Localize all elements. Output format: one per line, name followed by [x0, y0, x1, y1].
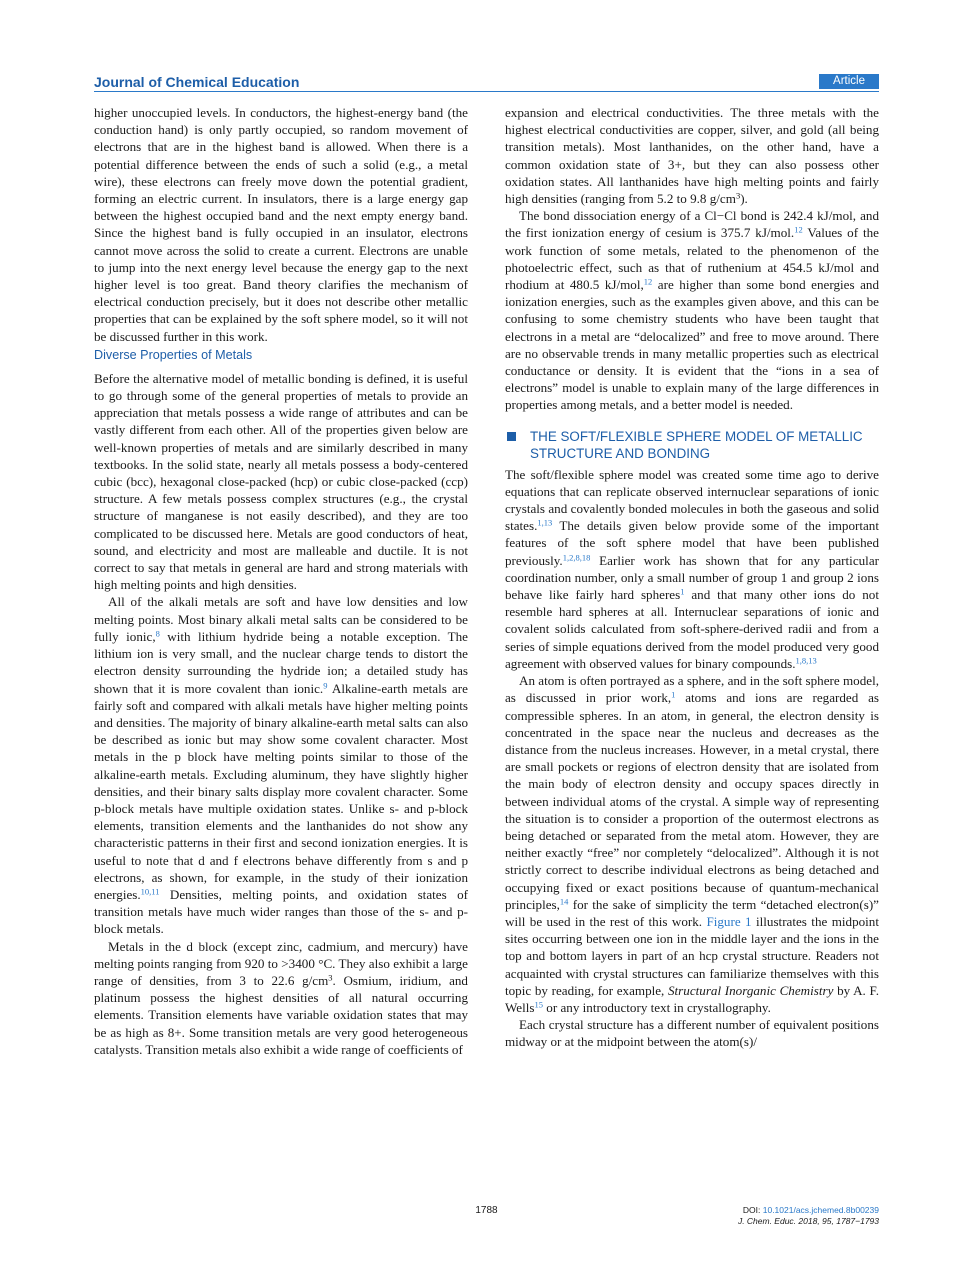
superscript: 3 — [735, 190, 741, 201]
citation-ref[interactable]: 8 — [155, 628, 160, 639]
paragraph: The soft/flexible sphere model was created some time ago to derive equations that can replicate observed internuclear separations of ionic crystals and covalently bonded molecules in both the gaseous and solid states.$^{1,13}$ The details given below provide some of the important features of the soft sphere model that have been published previously.$^{1,2,8,18}$ Earlier work has shown that for any particular coordination number, only a small number of group 1 and group 2 ions behave like fairly hard spheres$^1$ and that many other ions do not resemble hard spheres at all. Internuclear separations of ionic and covalent solids calculated from soft-sphere-derived radii and from a series of simple equations derived from the model produced very good agreement with observed values for binary compounds.$^{1,8,13}$ — [505, 466, 879, 671]
header-rule — [94, 91, 879, 92]
subsection-heading: Diverse Properties of Metals — [94, 347, 253, 362]
section-square-icon — [507, 432, 516, 441]
citation-ref[interactable]: 1,8,13 — [795, 655, 817, 666]
citation-ref[interactable]: 14 — [559, 896, 569, 907]
page-number: 1788 — [475, 1205, 498, 1216]
paragraph: higher unoccupied levels. In conductors, the highest-energy band (the conduction hand) is only partly occupied, so random movement of electrons that are in the highest band is allowed. When there is a potential difference between the ends of such a solid (e.g., a metal wire), these electrons can freely move down the potential gradient, forming an electric current. In insulators, there is a large energy gap between the highest occupied band and the next empty energy band. Since the highest band is fully occupied in an insulator, electrons cannot move across the solid to create a current. Electrons are unable to jump into the next energy level because the energy gap to the next higher level is too great. Band theory clarifies the mechanism of electrical conduction precisely, but it does not describe other metallic properties that can be explained by the soft sphere model, so it will not be discussed further in this work. — [94, 105, 468, 344]
section-heading: THE SOFT/FLEXIBLE SPHERE MODEL OF METALLIC STRUCTURE AND BONDING — [505, 428, 879, 462]
doi-block — [738, 1205, 879, 1227]
citation-line: J. Chem. Educ. 2018, 95, 1787−1793 — [737, 1216, 879, 1226]
right-column — [505, 104, 879, 1194]
paragraph: An atom is often portrayed as a sphere, and in the soft sphere model, as discussed in prior work,$^1$ atoms and ions are regarded as compressible spheres. In an atom, in general, the electron density is concentrated in the space near the nucleus and decreases as the distance from the nucleus increases. However, in a metal crystal, there are small pockets or regions of electron density that are isolated from the main body of electron density and occupy spaces directly in between individual atoms of the crystal. A simple way of representing the situation is to consider a proportion of the outermost electrons as being detached or separated from the metal atom. However, they are neither exactly “free” nor completely “delocalized”. Although it is not strictly correct to describe individual electrons as being detached and occupying fixed or exact positions because of quantum-mechanical principles,$^{14}$ for the sake of simplicity the term “detached electron(s)” will be used in the rest of this work. Figure 1 illustrates the midpoint sites occurring between one ion in the middle layer and the ions in the top and bottom layers in part of an hcp crystal structure. Readers not acquainted with crystal structures can familiarize themselves with this topic by reading, for example, Structural Inorganic Chemistry by A. F. Wells$^{15}$ or any introductory text in crystallography. — [505, 673, 879, 1015]
citation-ref[interactable]: 12 — [643, 276, 653, 287]
citation-ref[interactable]: 1 — [680, 586, 685, 597]
doi-label: DOI: — [742, 1205, 763, 1215]
journal-title[interactable]: Journal of Chemical Education — [94, 74, 300, 90]
page-header — [94, 72, 879, 94]
paragraph: Metals in the d block (except zinc, cadmium, and mercury) have melting points ranging from 920 to >3400 °C. They also exhibit a large range of densities, from 3 to 22.6 $g/cm^3$. Osmium, iridium, and platinum possess the highest densities of all natural occurring elements. Transition elements have variable oxidation states that may be as high as 8+. Some transition metals are very good heterogeneous catalysts. Transition metals also exhibit a wide range of coefficients of — [94, 938, 468, 1057]
paragraph: Before the alternative model of metallic bonding is defined, it is useful to go through some of the general properties of metals to provide an appreciation that metals possess a wide range of attributes and can be vastly different from each other. All of the properties given below are well-known properties of metals and are similarly described in many textbooks. In the solid state, nearly all metals possess a body-centered cubic (bcc), hexagonal close-packed (hcp) or cubic close-packed (ccp) structure. A few metals possess complex structures (e.g., the crystal structure of manganese is not easily described), and they are too complicated to be discussed here. Metals are good conductors of heat, sound, and electricity and most are malleable and ductile. It is not correct to say that metals in general are hard and strong materials with high melting points and high densities. — [94, 370, 468, 593]
citation-ref[interactable]: 9 — [323, 679, 328, 690]
citation-ref[interactable]: 1 — [671, 689, 676, 700]
article-type-badge: Article — [819, 74, 879, 89]
paragraph: All of the alkali metals are soft and have low densities and low melting points. Most binary alkali metal salts can be considered to be fully ionic,$^8$ with lithium hydride being a notable exception. The lithium ion is very small, and the nuclear charge tends to distort the electron density surrounding the hydride ion; a detailed study has shown that it is more covalent than ionic.$^9$ Alkaline-earth metals are fairly soft and compared with alkali metals have higher melting points and densities. The majority of binary alkaline-earth metal salts can also be described as ionic but may show some covalent character. Most metals in the p block have melting points similar to those of the alkaline-earth metals. Excluding aluminum, they have slightly higher densities, and their binary salts display more covalent character. Some p-block metals have multiple oxidation states. Unlike s- and p-block elements, transition elements and the lanthanides do not show any characteristic patterns in their first and second ionization energies. It is useful to note that d and f electrons behave differently from s and p electrons, as shown, for example, in the study of their ionization energies.$^{10,11}$ Densities, melting points, and oxidation states of transition metals have much wider ranges than those of the s- and p-block metals. — [94, 594, 468, 937]
left-column — [94, 104, 468, 1194]
citation-ref[interactable]: 10,11 — [140, 886, 160, 897]
citation-ref[interactable]: 12 — [794, 224, 803, 235]
citation-ref[interactable]: 15 — [534, 999, 543, 1010]
paragraph: The bond dissociation energy of a Cl−Cl bond is 242.4 kJ/mol, and the first ionization energy of cesium is 375.7 kJ/mol.$^{12}$ Values of the work function of some metals, related to the phenomenon of the photoelectric effect, such as that of ruthenium at 454.5 kJ/mol and rhodium at 480.5 kJ/mol,$^{12}$ are higher than some bond energies and ionization energies, such as the examples given above, and this can be confusing to some chemistry students who have been taught that electrons in a metal are “delocalized” and free to move around. There are no observable trends in many metallic properties such as electrical conductance or density. It is evident that the “ions in a sea of electrons” model is unable to explain many of the large differences in properties among metals, and a better model is needed. — [505, 208, 879, 413]
book-title: Structural Inorganic Chemistry — [668, 982, 834, 998]
superscript: 3 — [328, 972, 333, 983]
citation-ref[interactable]: 1,2,8,18 — [562, 552, 591, 562]
doi-link[interactable]: 10.1021/acs.jchemed.8b00239 — [762, 1205, 879, 1215]
citation-ref[interactable]: 1,13 — [537, 517, 553, 528]
figure-link[interactable]: Figure 1 — [706, 913, 752, 929]
paragraph: expansion and electrical conductivities. The three metals with the highest electrical conductivities are copper, silver, and gold (all being transition metals). Most lanthanides, on the other hand, have a common oxidation state of 3+, but they can also possess other oxidation states. All lanthanides have high melting points and fairly high densities (ranging from 5.2 to 9.8 $g/cm^3$). — [505, 105, 879, 207]
paragraph: Each crystal structure has a different number of equivalent positions midway or at the midpoint between the atom(s)/ — [505, 1017, 879, 1050]
page-footer — [94, 1205, 879, 1235]
